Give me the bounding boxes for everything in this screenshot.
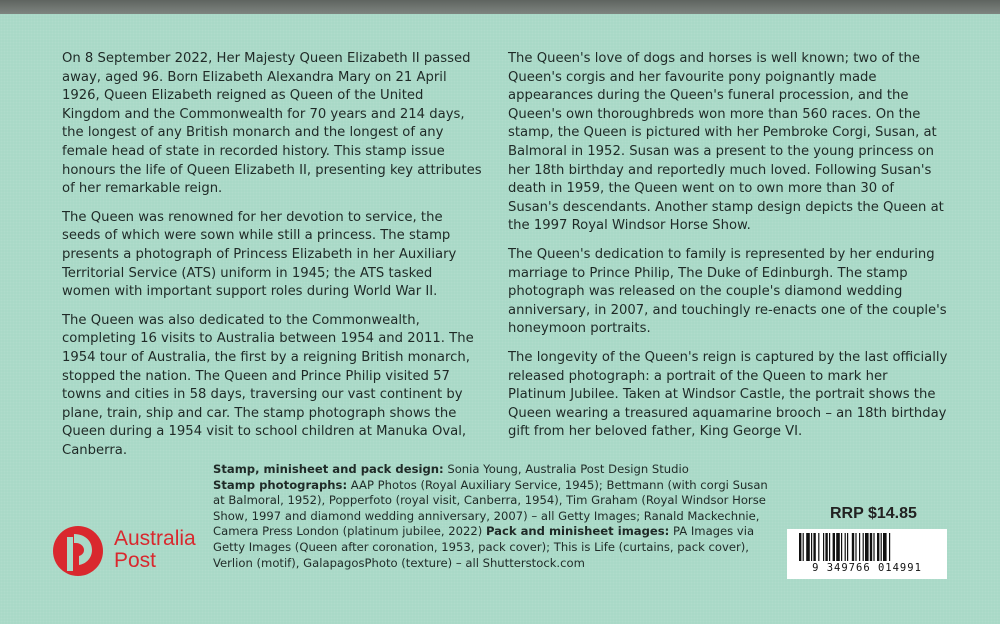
paragraph: The Queen was also dedicated to the Commonwealth, completing 16 visits to Australia between 1954 and 2011. The 1954 tour of Australia, the first by a reigning British monarch, stopped the nation. The Queen and Prince Philip visited 57 towns and cities in 58 days, traversing our vast continent by plane, train, ship and car. The stamp photograph shows the Queen during a 1954 visit to school children at Manuka Oval, Canberra. — [62, 312, 474, 458]
photos-label: Stamp photographs: — [213, 477, 348, 492]
right-column — [508, 50, 948, 452]
rrp-price: RRP $14.85 — [830, 505, 917, 522]
logo-line-2: Post — [114, 549, 157, 572]
paragraph: The longevity of the Queen's reign is captured by the last officially released photograph: a portrait of the Queen to mark her Platinum Jubilee. Taken at Windsor Castle, the portrait shows the Queen wearing a treasured aquamarine brooch – an 18th birthday gift from her beloved father, King George VI. — [508, 349, 948, 440]
paragraph: On 8 September 2022, Her Majesty Queen Elizabeth II passed away, aged 96. Born Elizabeth Alexandra Mary on 21 April 1926, Queen Elizabeth reigned as Queen of the United Kingdom and the Commonwealth for 70 years and 214 days, the longest of any British monarch and the longest of any female head of state in recorded history. This stamp issue honours the life of Queen Elizabeth II, presenting key attributes of her remarkable reign. — [62, 51, 482, 197]
australia-post-logo — [50, 520, 220, 582]
logo-line-1: Australia — [114, 527, 196, 550]
barcode-number: 9 349766 014991 — [812, 562, 922, 574]
paragraph: The Queen's love of dogs and horses is well known; two of the Queen's corgis and her favourite pony poignantly made appearances during the Queen's funeral procession, and the Queen's own thoroughbreds won more than 560 races. On the stamp, the Queen is pictured with her Pembroke Corgi, Susan, at Balmoral in 1952. Susan was a present to the young princess on her 18th birthday and reportedly much loved. Following Susan's death in 1959, the Queen went on to own more than 30 of Susan's descendants. Another stamp design depicts the Queen at the 1997 Royal Windsor Horse Show. — [508, 51, 944, 234]
barcode-bars — [787, 529, 947, 563]
australia-post-p-icon — [52, 525, 104, 577]
pack-images-text: PA Images via Getty Images (Queen after coronation, 1953, pack cover); This is Life (curtains, pack cover), Verlion (motif), GalapagosPhoto (texture) – all Shutterstock.com — [213, 524, 755, 570]
australia-post-wordmark — [114, 528, 196, 572]
paragraph: The Queen's dedication to family is represented by her enduring marriage to Prince Philip, The Duke of Edinburgh. The stamp photograph was released on the couple's diamond wedding anniversary, in 2007, and touchingly re-enacts one of the couple's honeymoon portraits. — [508, 246, 947, 337]
background-edge — [0, 0, 1000, 14]
barcode — [787, 529, 947, 579]
paragraph: The Queen was renowned for her devotion to service, the seeds of which were sown while still a princess. The stamp presents a photograph of Princess Elizabeth in her Auxiliary Territorial Service (ATS) uniform in 1945; the ATS tasked women with important support roles during World War II. — [62, 209, 457, 300]
credits — [213, 462, 783, 571]
photos-text: AAP Photos (Royal Auxiliary Service, 1945); Bettmann (with corgi Susan at Balmoral, 1952), Popperfoto (royal visit, Canberra, 1954), Tim Graham (Royal Windsor Horse Show, 1997 and diamond wedding anniversary, 2007) – all Getty Images; Ranald Mackechnie, Camera Press London (platinum jubilee, 2022) — [213, 477, 768, 539]
design-label: Stamp, minisheet and pack design: — [213, 462, 444, 476]
pack-images-label: Pack and minisheet images: — [485, 524, 670, 539]
left-column — [62, 50, 482, 470]
design-text: Sonia Young, Australia Post Design Studio — [443, 462, 689, 476]
